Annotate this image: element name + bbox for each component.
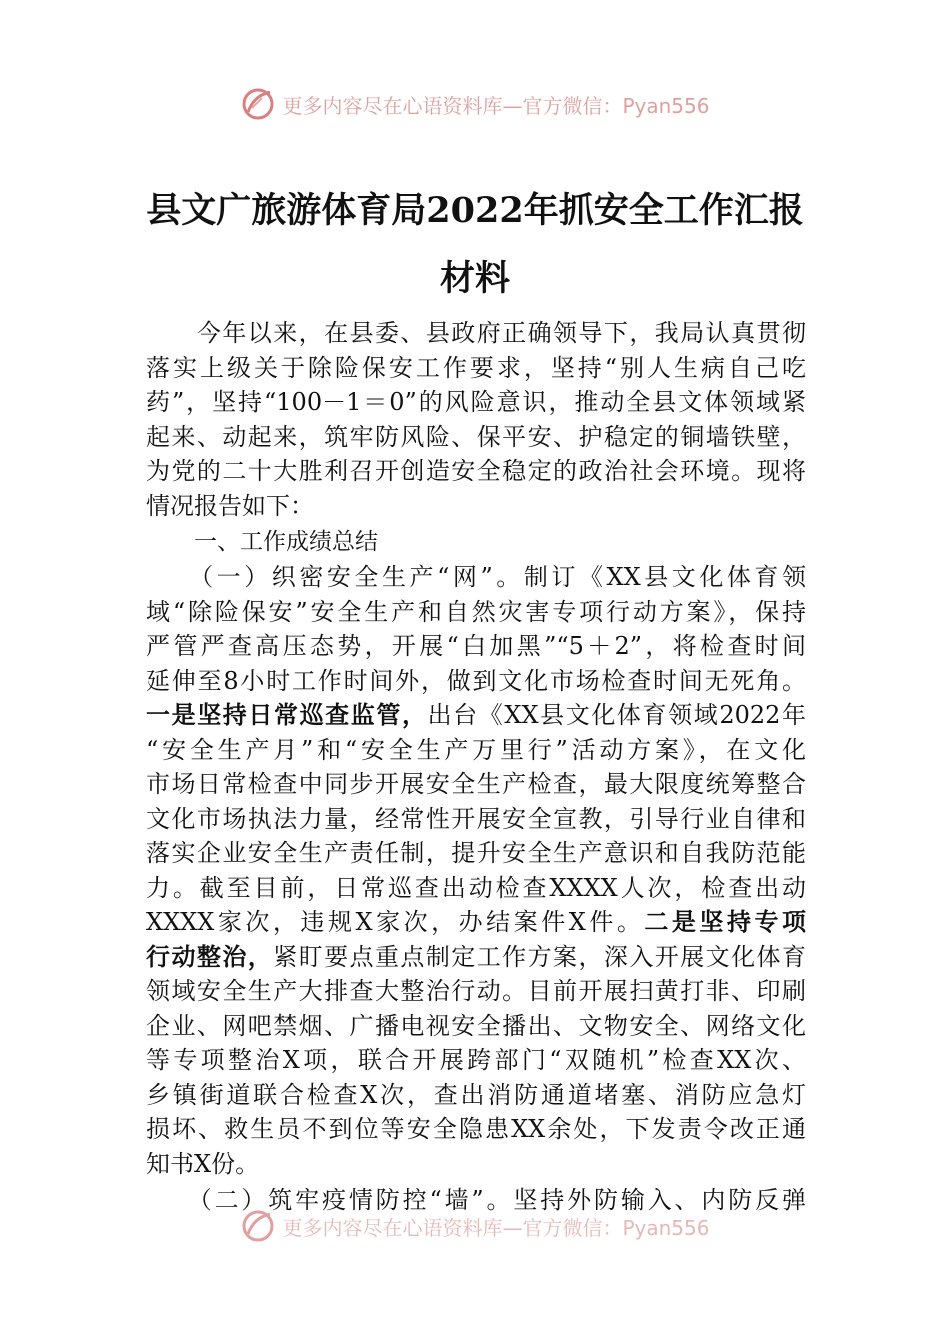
watermark-text: 更多内容尽在心语资料库—官方微信：Pyan556 <box>282 93 710 118</box>
document-title-line-2: 材料 <box>439 258 510 299</box>
body-line: 文化市场执法力量，经常性开展安全宣教，引导行业自律和 <box>146 804 806 833</box>
body-line: 企业、网吧禁烟、广播电视安全播出、文物安全、网络文化 <box>146 1011 806 1040</box>
body-line: 域“除险保安”安全生产和自然灾害专项行动方案》，保持 <box>146 597 806 626</box>
section-heading: 一、工作成绩总结 <box>194 529 378 555</box>
intro-line: 药”，坚持“100－1＝0”的风险意识，推动全县文体领域紧 <box>146 388 806 416</box>
watermark-text: 更多内容尽在心语资料库—官方微信：Pyan556 <box>282 1215 710 1240</box>
intro-line: 为党的二十大胜利召开创造安全稳定的政治社会环境。现将 <box>146 457 806 485</box>
body-line: 延伸至8小时工作时间外，做到文化市场检查时间无死角。 <box>146 666 806 695</box>
body-line: 力。截至目前，日常巡查出动检查XXXX人次，检查出动 <box>146 873 806 902</box>
body-line: 等专项整治X项，联合开展跨部门“双随机”检查XX次、 <box>146 1046 806 1074</box>
body-line: （一）织密安全生产“网”。制订《XX县文化体育领 <box>146 563 806 591</box>
document-title-line-1: 县文广旅游体育局2022年抓安全工作汇报 <box>146 190 804 231</box>
watermark-footer <box>0 1206 950 1246</box>
body-line <box>146 940 806 975</box>
body-text: XXXX家次，违规X家次，办结案件X件。 <box>146 908 645 936</box>
bold-lead-2: 二是坚持专项 <box>644 908 806 936</box>
body-line: 知书X份。 <box>146 1149 260 1178</box>
seal-logo-icon <box>240 1208 276 1244</box>
body-line: （二）筑牢疫情防控“墙”。坚持外防输入、内防反弹 <box>146 1186 806 1214</box>
body-line: 损坏、救生员不到位等安全隐患XX余处，下发责令改正通 <box>146 1115 806 1143</box>
body-text: 紧盯要点重点制定工作方案，深入开展文化体育 <box>273 942 806 971</box>
intro-line: 情况报告如下： <box>146 491 314 520</box>
bold-lead-1: 一是坚持日常巡查监管， <box>146 701 428 729</box>
body-line: “安全生产月”和“安全生产万里行”活动方案》，在文化 <box>146 735 806 764</box>
body-line: 领域安全生产大排查大整治行动。目前开展扫黄打非、印刷 <box>146 977 806 1005</box>
body-line: 市场日常检查中同步开展安全生产检查，最大限度统筹整合 <box>146 770 806 798</box>
body-line <box>146 698 806 733</box>
seal-logo-icon <box>240 86 276 122</box>
body-line: 严管严查高压态势，开展“白加黑”“5＋2”，将检查时间 <box>146 632 806 660</box>
bold-lead-2-cont: 行动整治， <box>146 942 274 971</box>
intro-line: 起来、动起来，筑牢防风险、保平安、护稳定的铜墙铁壁， <box>146 422 806 451</box>
intro-line: 今年以来，在县委、县政府正确领导下，我局认真贯彻 <box>146 319 806 347</box>
body-line <box>146 905 806 940</box>
watermark-header <box>0 84 950 124</box>
intro-line: 落实上级关于除险保安工作要求，坚持“别人生病自己吃 <box>146 353 806 382</box>
body-text: 出台《XX县文化体育领域2022年 <box>427 701 806 729</box>
body-line: 落实企业安全生产责任制，提升安全生产意识和自我防范能 <box>146 839 806 867</box>
body-line: 乡镇街道联合检查X次，查出消防通道堵塞、消防应急灯 <box>146 1080 806 1109</box>
